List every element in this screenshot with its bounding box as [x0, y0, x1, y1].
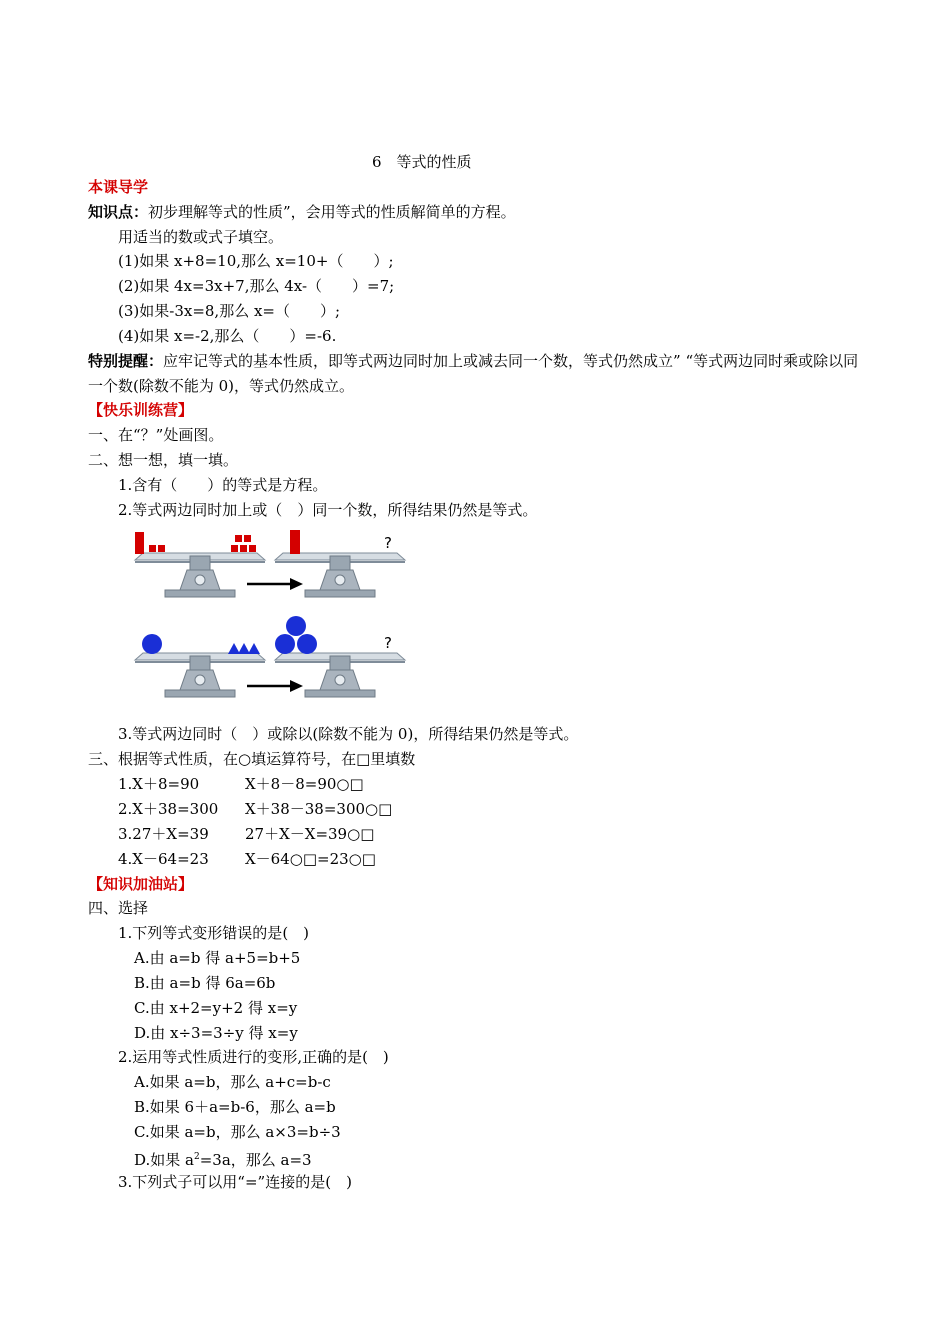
red-block: [249, 545, 256, 552]
q3-left: 4.X－64=23: [118, 850, 209, 868]
blue-circle: [275, 634, 295, 654]
red-block: [235, 535, 242, 542]
choice-option: D.由 x÷3=3÷y 得 x=y: [134, 1024, 298, 1042]
reminder-label: 特别提醒：: [88, 352, 164, 370]
red-block: [135, 532, 144, 554]
blue-triangle: [248, 643, 260, 654]
choice-option: A.由 a=b 得 a+5=b+5: [134, 949, 301, 967]
red-block: [158, 545, 165, 552]
choice-option: A.如果 a=b，那么 a+c=b-c: [134, 1073, 331, 1091]
choice-option: B.如果 6＋a=b-6，那么 a=b: [134, 1098, 336, 1116]
balance-scale: [275, 653, 405, 697]
choice-option: C.如果 a=b，那么 a×3=b÷3: [134, 1123, 341, 1141]
balance-scale: [275, 553, 405, 597]
fill-item: (2)如果 4x=3x+7,那么 4x-（ ）=7;: [118, 277, 395, 295]
arrow: [247, 680, 303, 692]
question-mark: ?: [384, 534, 392, 552]
arrow: [247, 578, 303, 590]
balance-scale: [135, 553, 265, 597]
fill-instruction: 用适当的数或式子填空。: [118, 228, 284, 246]
special-reminder: [88, 349, 868, 399]
choice-option: [134, 1146, 312, 1171]
choice-2-stem: 2.运用等式性质进行的变形,正确的是( ): [118, 1048, 389, 1066]
red-block: [240, 545, 247, 552]
choice-option: C.由 x+2=y+2 得 x=y: [134, 999, 298, 1017]
question-4: 四、选择: [88, 899, 149, 917]
question-mark: ?: [384, 634, 392, 652]
q3-right: X－64○□=23○□: [245, 850, 376, 868]
red-block: [290, 530, 300, 554]
q3-right: X＋38－38=300○□: [245, 800, 393, 818]
choice-option: B.由 a=b 得 6a=6b: [134, 974, 276, 992]
q3-right: X＋8－8=90○□: [245, 775, 364, 793]
q3-left: 3.27＋X=39: [118, 825, 209, 843]
blue-circle: [142, 634, 162, 654]
reminder-text: 应牢记等式的基本性质，即等式两边同时加上或减去同一个数，等式仍然成立” “等式两边同时乘或除以同一个数(除数不能为 0)，等式仍然成立。: [88, 352, 859, 395]
blue-circle: [286, 616, 306, 636]
red-block: [244, 535, 251, 542]
camp-heading: 【快乐训练营】: [88, 401, 194, 419]
q2-item: 3.等式两边同时（ ）或除以(除数不能为 0)，所得结果仍然是等式。: [118, 725, 579, 743]
choice-1-stem: 1.下列等式变形错误的是( ): [118, 924, 310, 942]
blue-triangle: [238, 643, 250, 654]
knowledge-point: [88, 201, 516, 223]
q3-right: 27＋X－X=39○□: [245, 825, 375, 843]
red-block: [231, 545, 238, 552]
knowledge-label: 知识点：: [88, 203, 149, 221]
question-1: 一、在“？”处画图。: [88, 426, 224, 444]
knowledge-text: 初步理解等式的性质”，会用等式的性质解简单的方程。: [148, 203, 516, 221]
exponent: 2: [193, 1152, 200, 1162]
option-d-prefix: D.如果 a: [134, 1151, 194, 1169]
red-block: [149, 545, 156, 552]
balance-figure: [125, 520, 425, 700]
page-title: 6 等式的性质: [372, 153, 472, 171]
q3-left: 2.X＋38=300: [118, 800, 219, 818]
fill-item: (3)如果-3x=8,那么 x=（ ）;: [118, 302, 341, 320]
balance-scale: [135, 653, 265, 697]
q2-item: 1.含有（ ）的等式是方程。: [118, 476, 328, 494]
choice-3-stem: 3.下列式子可以用“=”连接的是( ): [118, 1173, 352, 1191]
station-heading: 【知识加油站】: [88, 875, 194, 893]
question-2: 二、想一想，填一填。: [88, 451, 239, 469]
blue-circle: [297, 634, 317, 654]
fill-item: (4)如果 x=-2,那么（ ）=-6.: [118, 327, 337, 345]
question-3: 三、根据等式性质，在○填运算符号，在□里填数: [88, 750, 416, 768]
option-d-suffix: =3a，那么 a=3: [199, 1151, 312, 1169]
q3-left: 1.X＋8=90: [118, 775, 200, 793]
fill-item: (1)如果 x+8=10,那么 x=10+（ ）;: [118, 252, 394, 270]
blue-triangle: [228, 643, 240, 654]
q2-item: 2.等式两边同时加上或（ ）同一个数，所得结果仍然是等式。: [118, 501, 538, 519]
guide-heading: 本课导学: [88, 178, 149, 196]
